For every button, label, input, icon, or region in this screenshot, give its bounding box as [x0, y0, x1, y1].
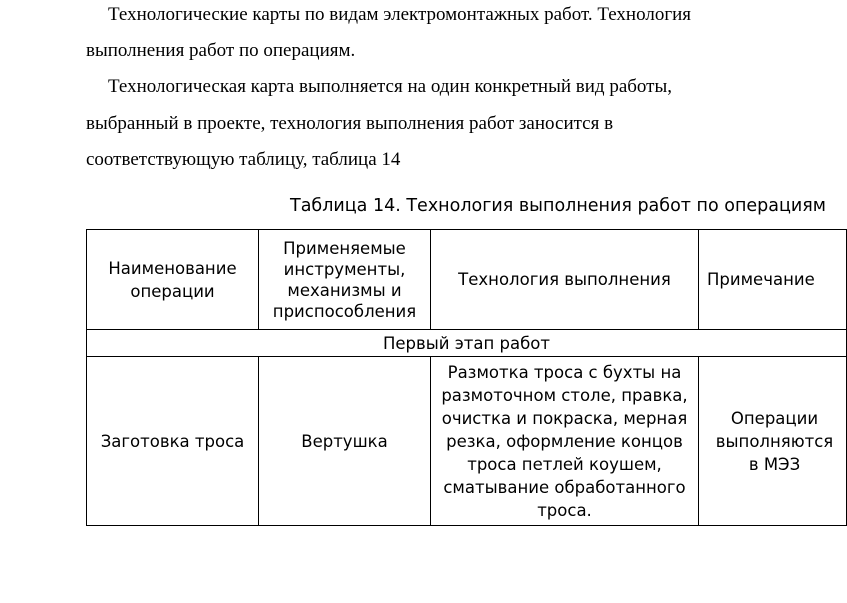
- header-tools: [259, 230, 431, 330]
- operations-table: [86, 229, 847, 526]
- technology-line: троса.: [537, 500, 592, 520]
- header-tools-line: Применяемые: [283, 238, 406, 258]
- header-operation-line: операции: [130, 281, 215, 301]
- header-operation: [87, 230, 259, 330]
- note-line: выполняются: [715, 431, 834, 451]
- technology-line: очистка и покраска, мерная: [441, 408, 688, 428]
- header-tools-line: механизмы и: [287, 280, 402, 300]
- table-header-row: [87, 230, 847, 330]
- technology-line: размоточном столе, правка,: [441, 385, 688, 405]
- header-note: Примечание: [699, 230, 847, 330]
- header-operation-line: Наименование: [108, 258, 237, 278]
- note-line: Операции: [730, 408, 819, 428]
- cell-note: [699, 357, 847, 526]
- technology-line: сматывание обработанного: [443, 477, 686, 497]
- stage-title: Первый этап работ: [87, 330, 847, 357]
- technology-line: резка, оформление концов: [446, 431, 683, 451]
- table-stage-row: [87, 330, 847, 357]
- technology-line: Размотка троса с бухты на: [447, 362, 682, 382]
- paragraph-2-line-2: выбранный в проекте, технология выполнения работ заносится в: [86, 113, 614, 134]
- technology-line: троса петлей коушем,: [467, 454, 662, 474]
- table-caption: Таблица 14. Технология выполнения работ по операциям: [290, 196, 827, 216]
- header-tools-line: приспособления: [272, 301, 417, 321]
- paragraph-1-line-2: выполнения работ по операциям.: [86, 40, 356, 61]
- paragraph-1-line-1: Технологические карты по видам электромонтажных работ. Технология: [108, 4, 692, 25]
- cell-tools: Вертушка: [259, 357, 431, 526]
- note-line: в МЭЗ: [748, 454, 801, 474]
- cell-technology: [431, 357, 699, 526]
- header-technology: Технология выполнения: [431, 230, 699, 330]
- paragraph-2-line-3: соответствующую таблицу, таблица 14: [86, 149, 401, 170]
- cell-operation: Заготовка троса: [87, 357, 259, 526]
- header-tools-line: инструменты,: [283, 259, 406, 279]
- paragraph-2-line-1: Технологическая карта выполняется на один конкретный вид работы,: [108, 76, 672, 97]
- table-row: [87, 357, 847, 526]
